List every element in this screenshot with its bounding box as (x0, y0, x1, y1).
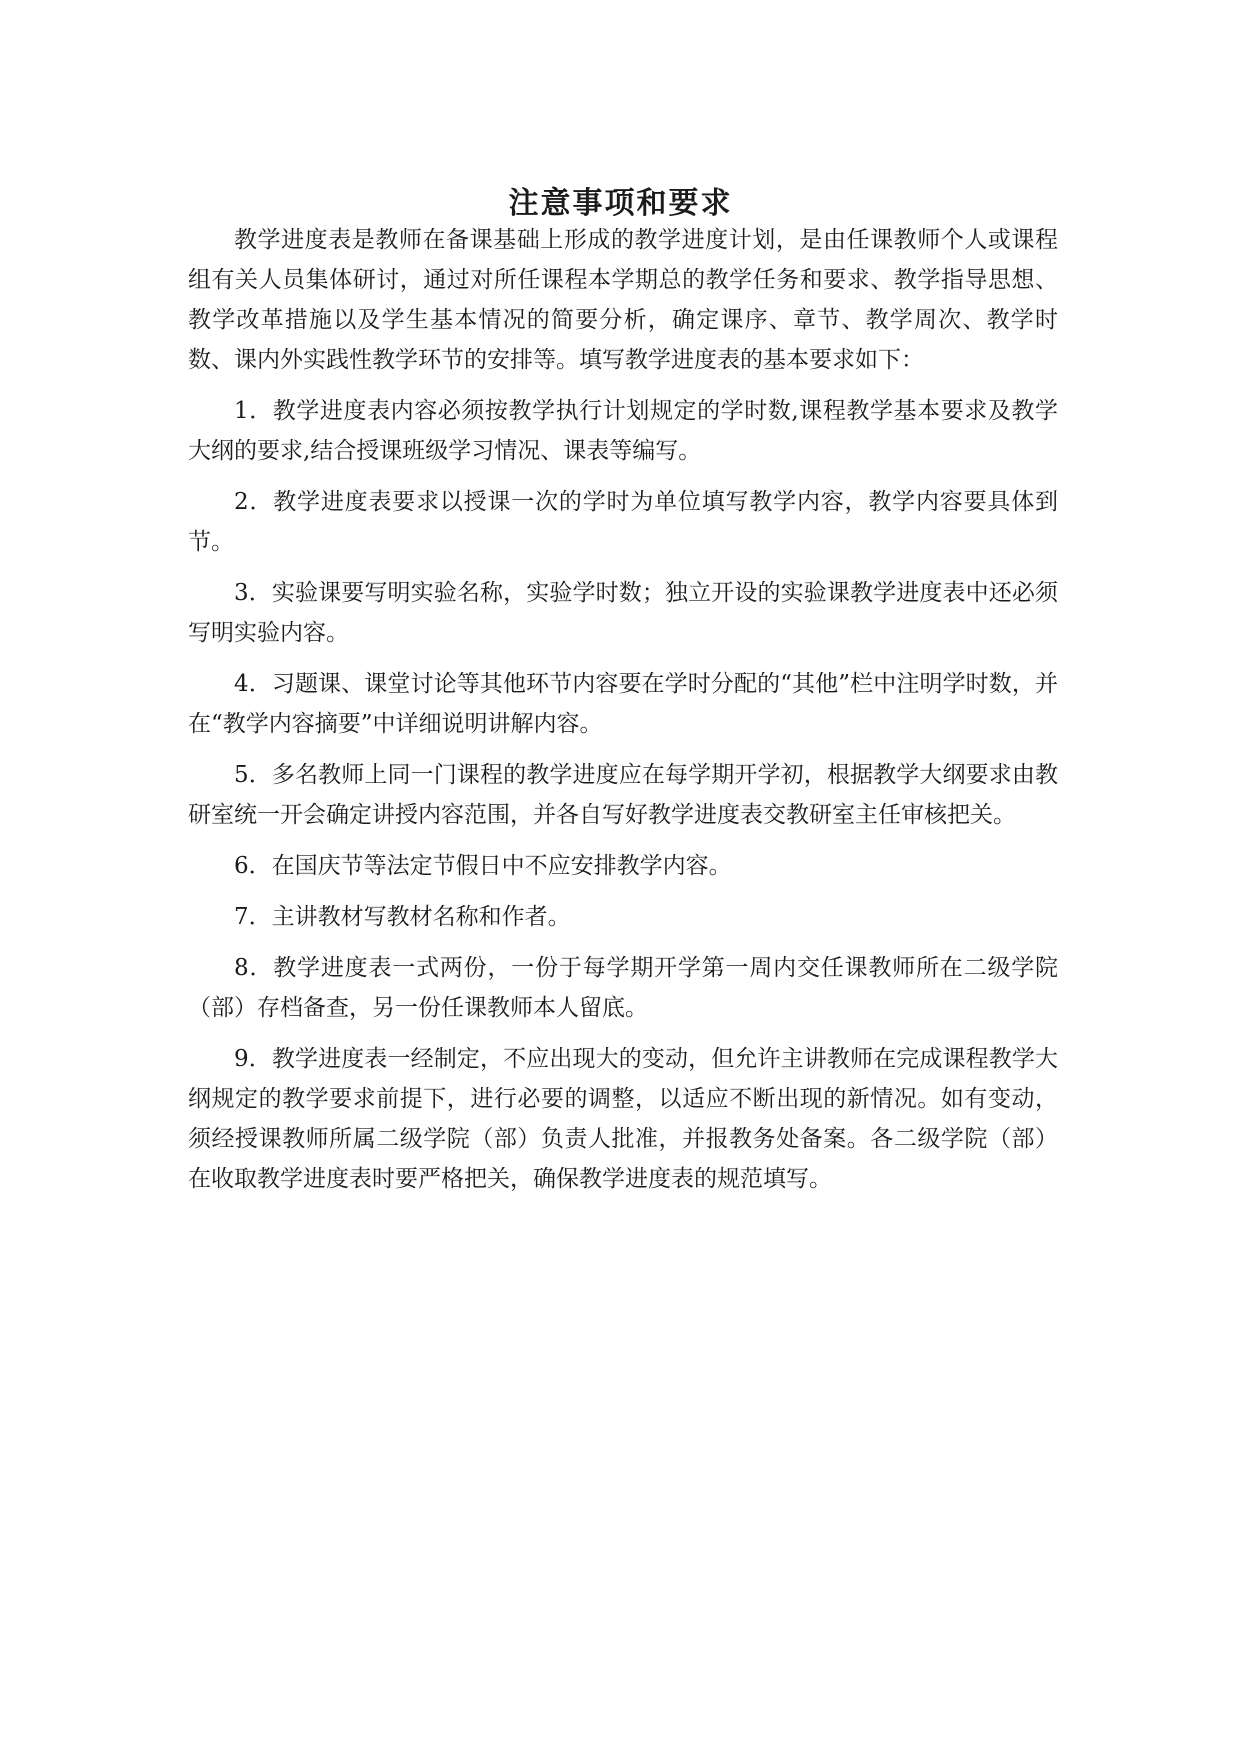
requirement-item-4: 4．习题课、课堂讨论等其他环节内容要在学时分配的“其他”栏中注明学时数，并在“教学内容摘要”中详细说明讲解内容。 (188, 671, 1058, 737)
document-body (188, 220, 1058, 1199)
requirement-item-7: 7．主讲教材写教材名称和作者。 (234, 904, 571, 930)
requirement-item-2: 2．教学进度表要求以授课一次的学时为单位填写教学内容，教学内容要具体到节。 (188, 489, 1058, 555)
requirement-item-6: 6．在国庆节等法定节假日中不应安排教学内容。 (234, 853, 732, 879)
requirement-item-5: 5．多名教师上同一门课程的教学进度应在每学期开学初，根据教学大纲要求由教研室统一开会确定讲授内容范围，并各自写好教学进度表交教研室主任审核把关。 (188, 762, 1058, 828)
intro-paragraph: 教学进度表是教师在备课基础上形成的教学进度计划，是由任课教师个人或课程组有关人员集体研讨，通过对所任课程本学期总的教学任务和要求、教学指导思想、教学改革措施以及学生基本情况的简要分析，确定课序、章节、教学周次、教学时数、课内外实践性教学环节的安排等。填写教学进度表的基本要求如下： (188, 227, 1058, 373)
requirement-item-3: 3．实验课要写明实验名称，实验学时数；独立开设的实验课教学进度表中还必须写明实验内容。 (188, 580, 1058, 646)
requirement-item-1: 1．教学进度表内容必须按教学执行计划规定的学时数,课程教学基本要求及教学大纲的要求,结合授课班级学习情况、课表等编写。 (188, 398, 1058, 464)
page-title: 注意事项和要求 (508, 186, 733, 222)
requirement-item-9: 9．教学进度表一经制定，不应出现大的变动，但允许主讲教师在完成课程教学大纲规定的教学要求前提下，进行必要的调整，以适应不断出现的新情况。如有变动，须经授课教师所属二级学院（部）负责人批准，并报教务处备案。各二级学院（部）在收取教学进度表时要严格把关，确保教学进度表的规范填写。 (188, 1046, 1058, 1192)
requirement-item-8: 8．教学进度表一式两份，一份于每学期开学第一周内交任课教师所在二级学院（部）存档备查，另一份任课教师本人留底。 (188, 955, 1058, 1021)
